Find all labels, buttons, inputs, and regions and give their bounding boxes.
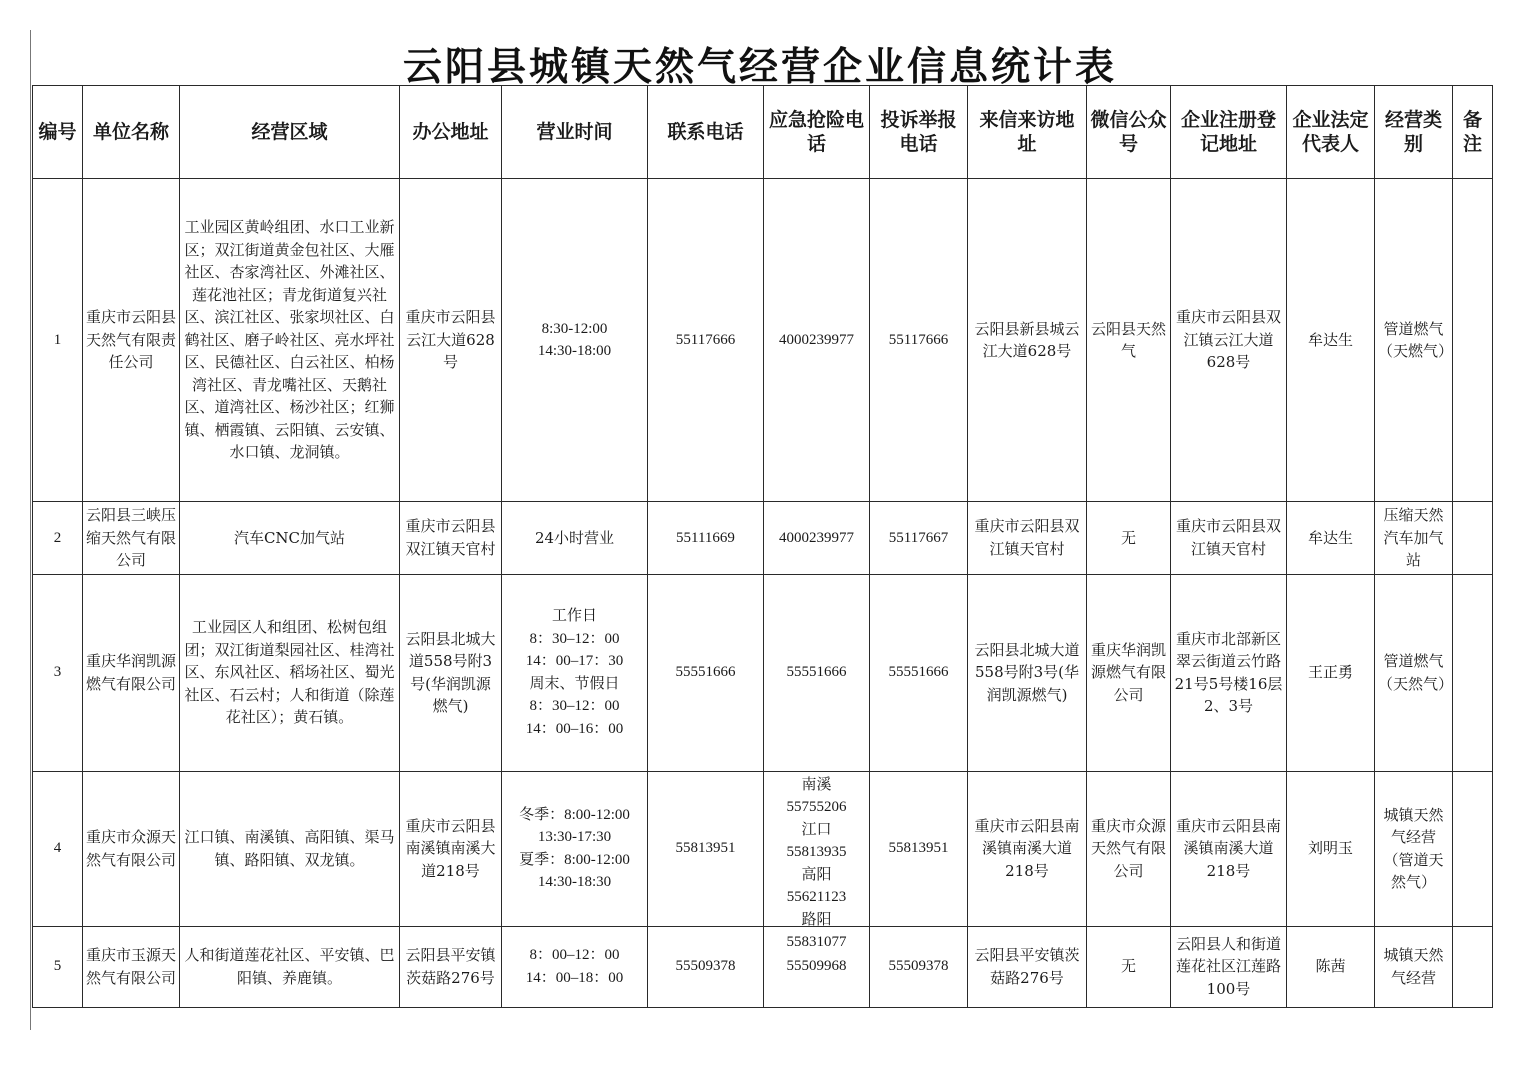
cell-name: 重庆市众源天然气有限公司 bbox=[83, 771, 180, 926]
header-complaint: 投诉举报电话 bbox=[870, 86, 968, 179]
cell-legal-rep: 刘明玉 bbox=[1287, 771, 1375, 926]
cell-phone: 55509378 bbox=[648, 926, 764, 1007]
header-emergency: 应急抢险电话 bbox=[764, 86, 870, 179]
cell-legal-rep: 牟达生 bbox=[1287, 179, 1375, 502]
cell-legal-rep: 牟达生 bbox=[1287, 502, 1375, 575]
cell-legal-rep: 陈茜 bbox=[1287, 926, 1375, 1007]
table-row bbox=[33, 574, 1493, 771]
cell-emergency: 4000239977 bbox=[764, 179, 870, 502]
header-category: 经营类别 bbox=[1375, 86, 1453, 179]
cell-wechat: 重庆市众源天然气有限公司 bbox=[1087, 771, 1171, 926]
table-row bbox=[33, 179, 1493, 502]
cell-no: 4 bbox=[33, 771, 83, 926]
page-title: 云阳县城镇天然气经营企业信息统计表 bbox=[402, 45, 1117, 90]
cell-name: 重庆市云阳县天然气有限责任公司 bbox=[83, 179, 180, 502]
cell-hours: 8:30-12:00 14:30-18:00 bbox=[502, 179, 648, 502]
cell-wechat: 无 bbox=[1087, 926, 1171, 1007]
cell-no: 5 bbox=[33, 926, 83, 1007]
header-wechat: 微信公众号 bbox=[1087, 86, 1171, 179]
scan-edge bbox=[30, 30, 31, 1030]
cell-remark bbox=[1453, 926, 1493, 1007]
cell-phone: 55813951 bbox=[648, 771, 764, 926]
cell-wechat: 云阳县天然气 bbox=[1087, 179, 1171, 502]
cell-wechat: 无 bbox=[1087, 502, 1171, 575]
cell-remark bbox=[1453, 574, 1493, 771]
cell-reg-address: 重庆市云阳县双江镇云江大道628号 bbox=[1171, 179, 1287, 502]
header-remark: 备注 bbox=[1453, 86, 1493, 179]
header-legal-rep: 企业法定代表人 bbox=[1287, 86, 1375, 179]
cell-remark bbox=[1453, 771, 1493, 926]
header-hours: 营业时间 bbox=[502, 86, 648, 179]
cell-region: 工业园区黄岭组团、水口工业新区；双江街道黄金包社区、大雁社区、杏家湾社区、外滩社区、莲花池社区；青龙街道复兴社区、滨江社区、张家坝社区、白鹤社区、磨子岭社区、亮水坪社区、民德社区、白云社区、柏杨湾社区、青龙嘴社区、天鹅社区、道湾社区、杨沙社区；红狮镇、栖霞镇、云阳镇、云安镇、水口镇、龙洞镇。 bbox=[180, 179, 400, 502]
info-table bbox=[32, 85, 1493, 1008]
cell-complaint: 55813951 bbox=[870, 771, 968, 926]
cell-region: 工业园区人和组团、松树包组团；双江街道梨园社区、桂湾社区、东风社区、稻场社区、蜀光社区、石云村；人和街道（除莲花社区）；黄石镇。 bbox=[180, 574, 400, 771]
table-row bbox=[33, 771, 1493, 926]
cell-complaint: 55117666 bbox=[870, 179, 968, 502]
header-office: 办公地址 bbox=[400, 86, 502, 179]
cell-region: 汽车CNC加气站 bbox=[180, 502, 400, 575]
cell-phone: 55117666 bbox=[648, 179, 764, 502]
cell-visit: 云阳县北城大道558号附3号(华润凯源燃气) bbox=[968, 574, 1087, 771]
cell-name: 重庆市玉源天然气有限公司 bbox=[83, 926, 180, 1007]
cell-reg-address: 重庆市云阳县双江镇天官村 bbox=[1171, 502, 1287, 575]
cell-reg-address: 重庆市云阳县南溪镇南溪大道218号 bbox=[1171, 771, 1287, 926]
header-visit: 来信来访地址 bbox=[968, 86, 1087, 179]
cell-visit: 重庆市云阳县双江镇天官村 bbox=[968, 502, 1087, 575]
table-row bbox=[33, 926, 1493, 1007]
cell-remark bbox=[1453, 179, 1493, 502]
cell-category: 管道燃气（天燃气） bbox=[1375, 179, 1453, 502]
cell-hours: 冬季：8:00-12:00 13:30-17:30 夏季：8:00-12:00 14:30-18:30 bbox=[502, 771, 648, 926]
cell-legal-rep: 王正勇 bbox=[1287, 574, 1375, 771]
cell-hours: 8：00–12：00 14：00–18：00 bbox=[502, 926, 648, 1007]
cell-category: 城镇天然气经营（管道天然气） bbox=[1375, 771, 1453, 926]
cell-category: 压缩天然汽车加气站 bbox=[1375, 502, 1453, 575]
cell-reg-address: 重庆市北部新区翠云街道云竹路21号5号楼16层2、3号 bbox=[1171, 574, 1287, 771]
cell-visit: 云阳县新县城云江大道628号 bbox=[968, 179, 1087, 502]
cell-hours: 工作日 8：30–12：00 14：00–17：30 周末、节假日 8：30–12：00 14：00–16：00 bbox=[502, 574, 648, 771]
header-region: 经营区域 bbox=[180, 86, 400, 179]
cell-complaint: 55551666 bbox=[870, 574, 968, 771]
cell-office: 重庆市云阳县南溪镇南溪大道218号 bbox=[400, 771, 502, 926]
cell-category: 管道燃气（天然气） bbox=[1375, 574, 1453, 771]
cell-emergency: 55551666 bbox=[764, 574, 870, 771]
emergency-list: 南溪 55755206 江口 55813935 高阳 55621123 路阳 55831077 bbox=[786, 776, 847, 950]
cell-office: 重庆市云阳县云江大道628号 bbox=[400, 179, 502, 502]
cell-emergency: 4000239977 bbox=[764, 502, 870, 575]
header-row bbox=[33, 86, 1493, 179]
cell-name: 重庆华润凯源燃气有限公司 bbox=[83, 574, 180, 771]
cell-visit: 重庆市云阳县南溪镇南溪大道218号 bbox=[968, 771, 1087, 926]
cell-complaint: 55509378 bbox=[870, 926, 968, 1007]
cell-phone: 55551666 bbox=[648, 574, 764, 771]
header-name: 单位名称 bbox=[83, 86, 180, 179]
cell-office: 云阳县平安镇茨菇路276号 bbox=[400, 926, 502, 1007]
cell-reg-address bbox=[1171, 926, 1287, 1007]
header-no: 编号 bbox=[33, 86, 83, 179]
cell-office: 云阳县北城大道558号附3号(华润凯源燃气) bbox=[400, 574, 502, 771]
reg-address-text: 云阳县人和街道莲花社区江莲路100号 bbox=[1175, 934, 1281, 998]
cell-category bbox=[1375, 926, 1453, 1007]
cell-no: 1 bbox=[33, 179, 83, 502]
cell-phone: 55111669 bbox=[648, 502, 764, 575]
cell-visit: 云阳县平安镇茨菇路276号 bbox=[968, 926, 1087, 1007]
cell-remark bbox=[1453, 502, 1493, 575]
table-row bbox=[33, 502, 1493, 575]
cell-office: 重庆市云阳县双江镇天官村 bbox=[400, 502, 502, 575]
cell-region: 江口镇、南溪镇、高阳镇、渠马镇、路阳镇、双龙镇。 bbox=[180, 771, 400, 926]
header-phone: 联系电话 bbox=[648, 86, 764, 179]
cell-no: 3 bbox=[33, 574, 83, 771]
cell-hours: 24小时营业 bbox=[502, 502, 648, 575]
cell-no: 2 bbox=[33, 502, 83, 575]
cell-region: 人和街道莲花社区、平安镇、巴阳镇、养鹿镇。 bbox=[180, 926, 400, 1007]
category-text: 城镇天然气经营 bbox=[1383, 946, 1444, 987]
cell-wechat: 重庆华润凯源燃气有限公司 bbox=[1087, 574, 1171, 771]
cell-complaint: 55117667 bbox=[870, 502, 968, 575]
cell-name: 云阳县三峡压缩天然气有限公司 bbox=[83, 502, 180, 575]
cell-emergency: 55509968 bbox=[764, 926, 870, 1007]
cell-emergency bbox=[764, 771, 870, 950]
header-reg-address: 企业注册登记地址 bbox=[1171, 86, 1287, 179]
